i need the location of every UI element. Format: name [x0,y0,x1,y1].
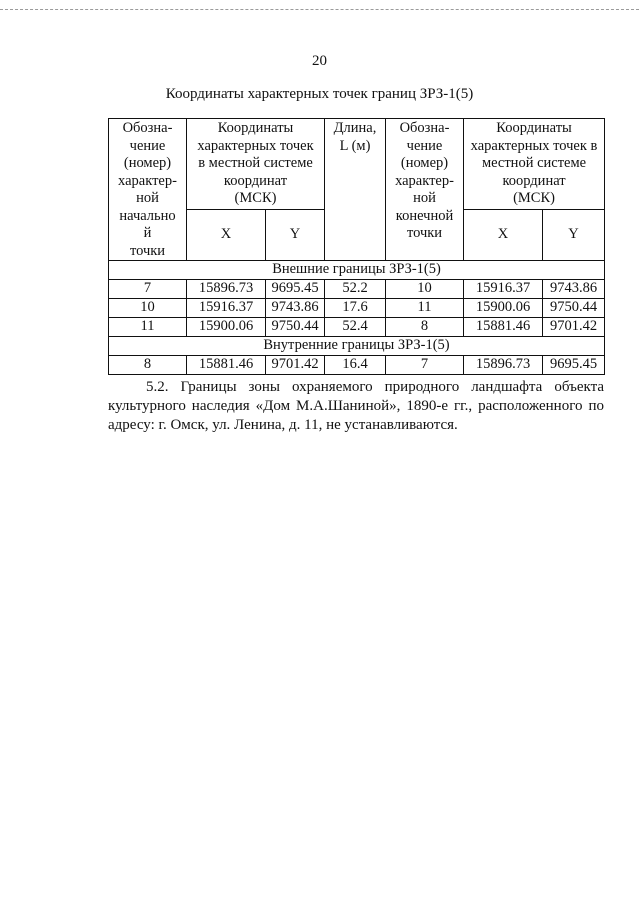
section-row [109,337,605,356]
table-cell: 10 [109,299,187,318]
page-number: 20 [312,53,327,69]
header-end-coordinates [464,119,605,210]
header-line: точки [406,225,443,241]
table-cell: 7 [386,356,464,375]
header-line: чение [129,137,166,154]
table-cell: 15881.46 [464,318,543,337]
header-line: точки [129,242,166,259]
header-length [325,119,386,261]
header-line: в местной системе [198,155,313,171]
header-line: Обозна- [399,120,450,136]
header-end-y: Y [543,210,605,261]
header-line: Обозна- [122,120,173,136]
header-line: Длина, [333,120,377,136]
header-line: (номер) [400,155,449,171]
header-line: координат [502,172,566,189]
header-line: Координаты [217,120,294,136]
header-line: ной [136,190,159,206]
header-line: характер- [395,172,454,189]
table-row [109,280,605,299]
table-header-row [109,119,605,210]
table-cell: 8 [109,356,187,375]
table-cell: 9701.42 [266,356,325,375]
table-cell: 9750.44 [543,299,605,318]
table-cell: 15896.73 [464,356,543,375]
table-row [109,356,605,375]
scan-top-rule [0,9,639,10]
table-cell: 9701.42 [543,318,605,337]
header-end-designation [386,119,464,261]
section-row [109,261,605,280]
header-line: ной [413,190,436,206]
header-start-coordinates-text [188,120,323,208]
table-cell: 15881.46 [187,356,266,375]
table-cell: 9743.86 [266,299,325,318]
table-cell: 52.2 [325,280,386,299]
section-title: Внутренние границы ЗРЗ-1(5) [109,337,605,356]
header-start-designation-text [110,120,185,260]
header-line: (номер) [123,155,172,171]
table-cell: 10 [386,280,464,299]
header-line: характерных точек в [470,137,598,154]
header-start-coordinates [187,119,325,210]
table-cell: 15916.37 [187,299,266,318]
table-cell: 17.6 [325,299,386,318]
header-line: местной системе [481,155,587,171]
header-start-designation [109,119,187,261]
section-title: Внешние границы ЗРЗ-1(5) [109,261,605,280]
table-cell: 11 [386,299,464,318]
header-line: координат [223,172,288,189]
header-line: начально [119,207,176,224]
table-cell: 9695.45 [266,280,325,299]
header-line: L (м) [339,137,371,154]
table-cell: 7 [109,280,187,299]
header-line: чение [406,137,443,154]
table-cell: 15900.06 [187,318,266,337]
table-row [109,318,605,337]
header-line: конечной [395,207,454,224]
header-start-y: Y [266,210,325,261]
table-cell: 52.4 [325,318,386,337]
table-title: Координаты характерных точек границ ЗРЗ-1(5) [165,86,474,102]
header-start-x: X [187,210,266,261]
table-cell: 15900.06 [464,299,543,318]
header-line: характер- [118,172,177,189]
table-cell: 16.4 [325,356,386,375]
table-row [109,299,605,318]
header-length-text [326,120,384,155]
header-line: (МСК) [234,190,277,206]
header-end-x: X [464,210,543,261]
header-line: (МСК) [513,190,555,206]
header-end-designation-text [387,120,462,243]
table-cell: 8 [386,318,464,337]
table-cell: 11 [109,318,187,337]
section-paragraph: 5.2. Границы зоны охраняемого природного ландшафта объекта культурного наследия «Дом М.А.Шаниной», 1890-е гг., расположенного по адресу: г. Омск, ул. Ленина, д. 11, не устанавливаются. [108,379,604,433]
header-line: й [143,225,152,241]
header-line: Координаты [496,120,572,136]
table-cell: 15916.37 [464,280,543,299]
table-cell: 9743.86 [543,280,605,299]
header-end-coordinates-text [465,120,603,208]
coordinates-table [108,118,605,375]
table-cell: 15896.73 [187,280,266,299]
table-cell: 9750.44 [266,318,325,337]
table-cell: 9695.45 [543,356,605,375]
header-line: характерных точек [197,137,314,154]
